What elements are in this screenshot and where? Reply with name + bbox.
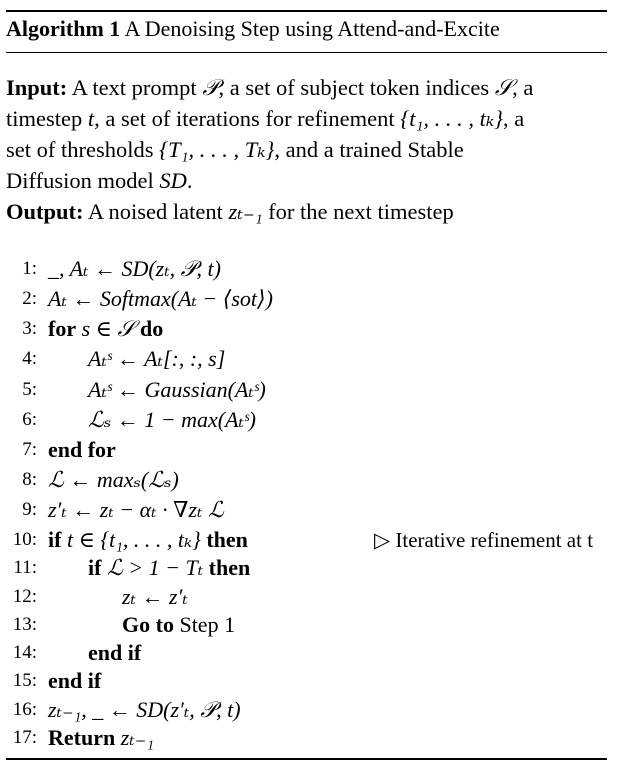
iterations-symbol: {t₁, . . . , tₖ} (400, 106, 504, 131)
keyword-end-if: end if (48, 668, 102, 693)
keyword-if: if (48, 527, 62, 552)
latent-symbol: zₜ₋₁ (228, 199, 263, 224)
indices-symbol: 𝒮 (494, 75, 513, 100)
line-code: ℒ > 1 − Tₜ (106, 555, 204, 580)
line-number: 15: (12, 670, 37, 691)
keyword-then: then (208, 555, 251, 580)
input-text: timestep (6, 106, 83, 131)
output-label: Output: (6, 199, 84, 224)
line-code: z′ₜ ← zₜ − αₜ · ∇zₜ ℒ (48, 497, 224, 522)
top-rule (6, 10, 607, 12)
line-code: t ∈ {t₁, . . . , tₖ} (66, 527, 201, 552)
line-number: 5: (22, 379, 37, 400)
line-code: Aₜˢ ← Gaussian(Aₜˢ) (88, 377, 266, 402)
keyword-do: do (139, 316, 164, 341)
line-number: 1: (22, 258, 37, 279)
line-code: s ∈ 𝒮 (81, 316, 135, 341)
input-text: set of thresholds (6, 137, 154, 162)
line-number: 2: (22, 288, 37, 309)
line-number: 3: (22, 318, 37, 339)
line-code: Aₜ ← Softmax(Aₜ − ⟨sot⟩) (48, 286, 273, 311)
input-text: Diffusion model (6, 168, 154, 193)
title-rule (6, 52, 607, 53)
line-number: 11: (13, 557, 37, 578)
line-number: 13: (12, 614, 37, 635)
keyword-if: if (88, 555, 102, 580)
line-code: _, Aₜ ← SD(zₜ, 𝒫, t) (48, 256, 221, 281)
line-number: 14: (12, 642, 37, 663)
algorithm-name: A Denoising Step using Attend-and-Excite (124, 16, 500, 41)
line-code: zₜ ← z′ₜ (122, 584, 188, 609)
model-symbol: SD (159, 168, 187, 193)
line-number: 17: (12, 727, 37, 748)
input-text: , a (503, 106, 525, 131)
keyword-go-to: Go to (122, 612, 174, 637)
algorithm-comment: ▷ Iterative refinement at t (374, 528, 594, 552)
output-text: for the next timestep (268, 199, 454, 224)
line-number: 9: (22, 499, 37, 520)
keyword-then: then (206, 527, 248, 552)
line-code: Step 1 (179, 612, 236, 637)
prompt-symbol: 𝒫 (202, 75, 219, 100)
line-code: Aₜˢ ← Aₜ[:, :, s] (88, 346, 226, 371)
line-number: 6: (22, 409, 37, 430)
timestep-symbol: t (87, 106, 95, 131)
line-code: zₜ₋₁ (120, 725, 154, 750)
line-code: zₜ₋₁, _ ← SD(z′ₜ, 𝒫, t) (48, 697, 241, 722)
algorithm-title (6, 16, 500, 42)
thresholds-symbol: {T₁, . . . , Tₖ} (159, 137, 275, 162)
output-section (6, 196, 608, 227)
line-code: ℒₛ ← 1 − max(Aₜˢ) (88, 407, 256, 432)
input-text: . (186, 168, 193, 193)
input-text: , and a trained Stable (274, 137, 464, 162)
line-number: 16: (12, 699, 37, 720)
line-number: 7: (22, 439, 37, 460)
bottom-rule (6, 758, 607, 760)
input-text: A text prompt (71, 75, 197, 100)
keyword-end-for: end for (48, 437, 116, 462)
input-section (6, 72, 608, 196)
keyword-end-if: end if (88, 640, 142, 665)
input-label: Input: (6, 75, 68, 100)
input-text: , a set of subject token indices (218, 75, 490, 100)
input-text: , a set of iterations for refinement (94, 106, 395, 131)
line-code: ℒ ← maxₛ(ℒₛ) (48, 467, 179, 492)
line-number: 10: (12, 529, 37, 550)
keyword-return: Return (48, 725, 116, 750)
input-text: , a (512, 75, 534, 100)
line-number: 8: (22, 469, 37, 490)
output-text: A noised latent (87, 199, 223, 224)
keyword-for: for (48, 316, 77, 341)
line-number: 12: (12, 586, 37, 607)
line-number: 4: (22, 348, 37, 369)
algorithm-label: Algorithm 1 (6, 16, 121, 41)
